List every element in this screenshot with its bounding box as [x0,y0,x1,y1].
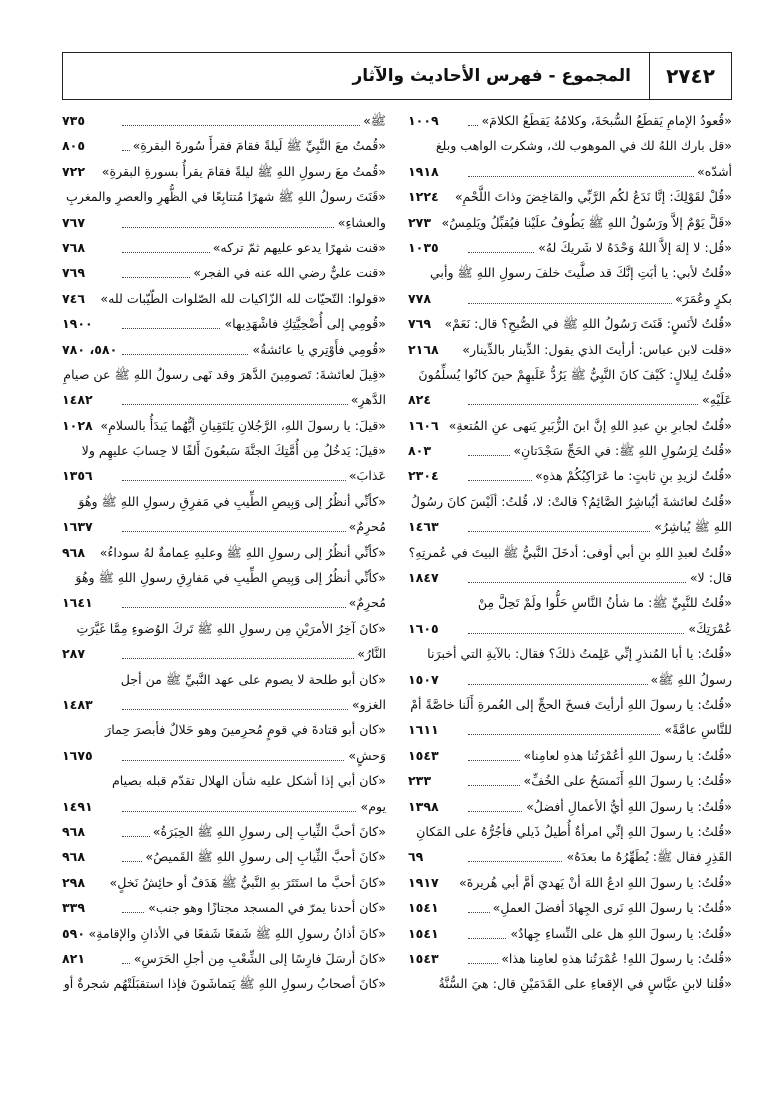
index-entry [62,489,386,514]
entry-text: بكرٍ وعُمَرَ» [672,291,732,306]
entry-page-number: ٨٢١ [62,950,86,966]
index-entry [62,717,386,742]
entry-page-number: ٩٦٨ [62,849,86,865]
entry-text: «قُلْ لقَوْلِكَ: إنَّا نَدَعُ لكُم الرَّبِّي والمَاخِضَ وذاتَ اللَّحْمِ» [452,189,732,204]
index-entry [62,590,386,615]
entry-text: والعشاءِ» [335,215,386,230]
entry-text: عُمْرَتِكَ» [685,621,732,636]
entry-page-number: ١٥٤٣ [408,747,439,763]
entry-text: «قُلتُ لزيدِ بنِ ثابتٍ: ما عَرَاكِبُكُمْ هذهِ» [532,468,732,483]
entry-text: «قُلتُ لِرَسُولِ اللهِ ﷺ: في الحَجِّ سَجْدَتانِ» [510,443,732,458]
index-entry [408,819,732,844]
entry-page-number: ٧٤٦ [62,290,86,306]
entry-page-number: ١٠٠٩ [408,113,439,128]
entry-page-number: ٢٣٣ [408,773,432,789]
index-entry [408,362,732,387]
entry-text: «قُلتُ لعائشةَ أيُباشِرُ الصَّائِمُ؟ قالتْ: لا، قُلتُ: ألَيْسَ كانَ رسُولُ [408,494,732,509]
entry-text: «كأنِّي أنظُرُ إلى وَبِيصِ الطِّيبِ في مَفارِقِ رسولِ اللهِ ﷺ وهُوَ [72,570,386,585]
index-entry [408,870,732,895]
entry-text: «كانَ أصحابُ رسولِ اللهِ ﷺ يَتماشَونَ فإذا استقبَلَتْهُم شجرةٌ أو [62,976,386,991]
index-entry [408,210,732,235]
index-entry [62,667,386,692]
index-entry [62,311,386,336]
entry-text: اللهِ ﷺ يُباشِرُ» [651,519,732,534]
entry-page-number: ١٤٩١ [62,798,93,814]
entry-text: «قُلتُ للنَّبِيِّ ﷺ: ما شأنُ النَّاسِ حَلُّوا ولَمْ تَحِلَّ مِنْ [475,595,732,610]
entry-text: «قَنَتَ رسولُ اللهِ ﷺ شهرًا مُتتابِعًا في الظُّهرِ والعصرِ والمغربِ [63,189,386,204]
entry-page-number: ١٥٤٣ [408,950,439,966]
entry-page-number: ٩٦٨ [62,823,86,839]
entry-text: رسولُ اللهِ ﷺ» [648,672,732,687]
entry-page-number: ١٦١١ [408,722,439,738]
index-entry [408,235,732,260]
entry-text: «قُمتُ معَ رسولِ اللهِ ﷺ ليلةً فقامَ يقرأُ بسورةِ البقرةِ» [99,164,386,179]
index-entry [408,921,732,946]
dot-leader [122,794,386,812]
entry-text: «قُعودُ الإمامِ يَقطَعُ السُّبحَةَ، وكلامُهُ يَقطَعُ الكلامَ» [478,113,732,128]
entry-text: «قُل: لا إلهَ إلاَّ اللهُ وَحْدَهُ لا شَريكَ لهُ» [535,240,732,255]
index-entry [408,463,732,488]
right-column [408,108,732,1088]
index-entry [62,616,386,641]
entry-page-number: ٧٦٩ [408,316,432,332]
entry-page-number: ٨٠٣ [408,443,432,459]
entry-text: «قُلتُ لأبي: يا أبَتِ إنَّكَ قد صلَّيتَ خلفَ رسولِ اللهِ ﷺ وأبي [427,265,732,280]
index-entry [62,235,386,260]
index-entry [408,438,732,463]
index-entry [62,819,386,844]
entry-page-number: ١٢٢٤ [408,189,439,205]
entry-page-number: ٧٦٨ [62,239,86,255]
entry-page-number: ٨٢٤ [408,392,432,408]
left-column [62,108,386,1088]
entry-text: «قلت لابن عباس: أرأيتَ الذي يقول: الدِّينار بالدِّينار» [459,342,732,357]
entry-text: مُحرِمٌ» [346,519,386,534]
index-entry [408,844,732,869]
entry-text: «قُلتُ: يا أبا المُنذرِ إنِّي عَلِمتُ ذلكَ؟ فقال: بالآيةِ التي أخبرَنا [424,646,732,661]
index-entry [408,260,732,285]
index-entry [62,540,386,565]
entry-text: «قُلتُ لجابرِ بنِ عبدِ اللهِ إنَّ ابنَ الزُّبَيرِ يَنهى عنِ المُتعةِ» [446,418,732,433]
entry-text: النَّارُ» [354,646,386,661]
page-number: ٢٧٤٢ [649,53,731,99]
entry-text: «قُلتُ: يا رسولَ اللهِ ادعُ اللهَ أنْ يَهديَ أمَّ أبي هُريرةَ» [456,875,732,890]
entry-text: «قُلتُ: يا رسولَ اللهِ أعُمْرَتُنا هذهِ لعامِنا» [521,748,733,763]
entry-page-number: ١٣٥٦ [62,468,93,484]
entry-page-number: ١٣٩٨ [408,798,439,814]
entry-text: «قيلَ: يا رسولَ اللهِ، الرَّجُلانِ يَلتَقِيانِ أيُّهُما يَبدَأُ بالسلامِ» [97,418,386,433]
index-entry [408,514,732,539]
entry-page-number: ١٤٨٢ [62,392,93,408]
index-entry [408,667,732,692]
index-entry [62,362,386,387]
index-entry [62,794,386,819]
index-entry [408,413,732,438]
entry-text: «قُلتُ: يا رسولَ اللهِ أيُّ الأعمالِ أفضلُ» [523,799,732,814]
entry-text: «قَلَّ يَوْمٌ إلاَّ ورَسُولُ اللهِ ﷺ يَطُوفُ علَيْنا فيُقبِّلُ ويَلمِسُ» [439,215,732,230]
index-entry [408,895,732,920]
index-entry [408,337,732,362]
entry-page-number: ١٥٤١ [408,925,439,941]
entry-page-number: ١٤٦٣ [408,519,439,535]
entry-text: «كان أبو قتادةَ في قومٍ مُحرِمينَ وهو حَلالٌ فأبصرَ حِمارَ [102,722,386,737]
entry-text: عَذابَ» [346,468,386,483]
index-entry [62,337,386,362]
index-entry [62,641,386,666]
entry-page-number: ٢٩٨ [62,874,86,890]
index-entry [62,921,386,946]
entry-text: «كانَ أحبَّ ما استَتَرَ بهِ النَّبيُّ ﷺ هَدَفٌ أو حائِشُ نَخلٍ» [106,875,386,890]
index-entry [408,794,732,819]
entry-page-number: ١٦٤١ [62,595,93,611]
entry-text: «قُومِي فأَوْتِري يا عائشةُ» [249,342,386,357]
entry-text: «كأنِّي أنظُرُ إلى رسولِ اللهِ ﷺ وعليهِ عِمامةٌ لهُ سوداءُ» [97,545,386,560]
dot-leader [122,692,386,710]
index-entry [62,260,386,285]
index-entry [408,641,732,666]
index-entry [408,946,732,971]
entry-page-number: ١٩١٧ [408,874,439,890]
entry-text: القَذِرِ فقال ﷺ: يُطَهِّرُهُ ما بعدَهُ» [563,849,732,864]
index-entry [62,514,386,539]
entry-text: «قُلتُ لعبدِ اللهِ بنِ أبي أوفى: أدخَلَ النَّبيُّ ﷺ البيتَ في عُمرتِهِ؟ [408,545,732,560]
entry-page-number: ١٩٠٠ [62,316,93,332]
index-entry [408,286,732,311]
entry-text: الغزو» [349,697,386,712]
index-entry [62,844,386,869]
index-entry [408,565,732,590]
index-entry [62,210,386,235]
entry-page-number: ١٠٢٨ [62,417,93,433]
entry-text: «قُلتُ: يا رسولَ اللهِ إنِّي امرأةٌ أُطيلُ ذَيلي فأجُرُّهُ على المَكانِ [413,824,732,839]
entry-text: «قل بارك اللهُ لك في الموهوب لك، وشكرت الواهب وبلغ [433,138,732,153]
entry-text: «كان أحدنا يمرّ في المسجد مجتازًا وهو جنب» [145,900,386,915]
dot-leader [122,108,386,126]
index-entry [62,413,386,438]
entry-page-number: ١٦٠٦ [408,417,439,433]
entry-text: «كانَ آخِرُ الأمرَيْنِ مِن رسولِ اللهِ ﷺ تَركَ الوُضوءِ مِمَّا غَيَّرَتِ [74,621,386,636]
entry-text: «كانَ أذانُ رسولِ اللهِ ﷺ شَفعًا شَفعًا في الأذانِ والإقامةِ» [86,926,386,941]
entry-text: «قُمتُ معَ النَّبِيِّ ﷺ لَيلةً فقامَ فقرأَ سُورةَ البقرةِ» [130,138,386,153]
entry-text: «قُومِي إلى أُضْحِيَّتِكِ فاشْهَدِيها» [221,316,386,331]
index-entry [408,387,732,412]
entry-text: «كأنِّي أنظُرُ إلى وَبِيصِ الطِّيبِ في مَفرِقِ رسولِ اللهِ ﷺ وهُوَ [75,494,386,509]
index-entry [408,540,732,565]
dot-leader [122,641,386,659]
entry-text: «قُلنا لابنِ عبَّاسٍ في الإقعاءِ على القَدَمَيْنِ قال: هيَ السُّنَّةُ [435,976,732,991]
entry-text: «قنت شهرًا يدعو عليهم ثمّ تركه» [210,240,386,255]
entry-text: «قُلتُ: يا رسولَ اللهِ هل على النِّساءِ جِهادٌ» [507,926,732,941]
index-entry [408,489,732,514]
entry-page-number: ١٥٠٧ [408,671,439,687]
index-entry [62,108,386,133]
index-entry [62,870,386,895]
index-entry [408,768,732,793]
entry-page-number: ٧٢٢ [62,163,86,179]
entry-text: «كان أبو طلحة لا يصوم على عهد النَّبيِّ ﷺ من أجل [118,672,386,687]
index-entry [408,184,732,209]
dot-leader [122,387,386,405]
index-entry [62,159,386,184]
entry-page-number: ٥٩٠ [62,925,86,941]
entry-page-number: ٢٨٧ [62,646,86,662]
index-entry [408,971,732,996]
entry-text: «كانَ أحبَّ الثِّيابِ إلى رسولِ اللهِ ﷺ الحِبَرَةُ» [150,824,386,839]
entry-text: أشدّه» [694,164,732,179]
entry-page-number: ١٠٣٥ [408,239,439,255]
index-entry [408,108,732,133]
index-entry [408,133,732,158]
index-entry [62,184,386,209]
entry-text: عَلَيْهِ» [699,392,732,407]
page-title: المجموع - فهرس الأحاديث والآثار [352,66,631,86]
dot-leader [468,387,732,405]
index-entry [62,387,386,412]
entry-text: «كانَ أحبَّ الثِّيابِ إلى رسولِ اللهِ ﷺ القَميصُ» [142,849,386,864]
entry-page-number: ٧٦٧ [62,214,86,230]
index-entry [62,565,386,590]
index-entry [62,463,386,488]
entry-text: «قُلتُ: يا رسولَ اللهِ أرأيتَ فسخَ الحجِّ إلى العُمرةِ أَلَنا خاصَّةً أمْ [408,697,732,712]
entry-text: ﷺ» [360,113,386,128]
entry-page-number: ٦٩ [408,849,424,865]
entry-text: «كان أبي إذا أشكل عليه شأن الهلال تقدّم قبله بصيام [109,773,386,788]
entry-text: قال: لا» [687,570,732,585]
entry-text: «قنت عليٌّ رضي الله عنه في الفجر» [190,265,386,280]
entry-page-number: ١٩١٨ [408,163,439,179]
index-entry [408,743,732,768]
entry-text: «قِيلَ لعائشةَ: تَصومِينَ الدَّهرَ وقد نَهى رسولُ اللهِ ﷺ عن صيامِ [62,367,386,382]
index-entry [62,286,386,311]
index-entry [408,159,732,184]
page-header [62,52,732,100]
entry-text: الدَّهرِ» [348,392,386,407]
index-entry [62,971,386,996]
entry-page-number: ١٨٤٧ [408,570,439,586]
index-entry [408,616,732,641]
index-entry [62,133,386,158]
entry-text: «قُلتُ: يا رسولَ اللهِ أَنَمسَحُ على الخُفِّ» [521,773,732,788]
entry-text: «قُلتُ لأنَسٍ: قَنَتَ رَسُولُ اللهِ ﷺ في الصُّبحِ؟ قال: نَعَمْ» [441,316,732,331]
dot-leader [468,159,732,177]
entry-page-number: ١٤٨٣ [62,696,93,712]
index-entry [62,768,386,793]
entry-page-number: ٨٠٥ [62,138,86,154]
entry-page-number: ٥٨٠، ٧٨٠ [62,341,118,357]
entry-text: مُحرِمٌ» [346,595,386,610]
index-entry [408,717,732,742]
entry-text: «قُلتُ: يا رسولَ اللهِ نَرى الجِهادَ أفضلَ العملِ» [490,900,732,915]
index-entry [62,743,386,768]
entry-text: يوم» [357,799,386,814]
index-entry [408,692,732,717]
entry-text: «قولوا: التّحيّات لله الزّاكيات لله الصّلوات الطّيّبات لله» [97,291,386,306]
entry-page-number: ٩٦٨ [62,544,86,560]
entry-text: للنَّاسِ عامَّةً» [661,722,732,737]
entry-text: «قُلتُ لِبلالٍ: كَيْفَ كانَ النَّبِيُّ ﷺ يَرُدُّ عَلَيهِمْ حينَ كانُوا يُسلِّمُونَ [415,367,732,382]
entry-page-number: ١٦٠٥ [408,620,439,636]
index-body [62,108,732,1088]
entry-page-number: ٢٧٣ [408,214,432,230]
index-entry [62,692,386,717]
entry-page-number: ٧٦٩ [62,265,86,281]
entry-page-number: ٣٣٩ [62,900,86,916]
entry-page-number: ٢٣٠٤ [408,468,439,484]
entry-page-number: ٧٧٨ [408,290,432,306]
index-entry [62,895,386,920]
index-entry [62,946,386,971]
entry-text: «كانَ أرسَلَ فارِسًا إلى الشِّعْبِ مِن أجلِ الحَرَسِ» [131,951,386,966]
entry-text: «قُلتُ: يا رسولَ اللهِ! عُمْرَتُنا هذهِ لعامِنا هذا» [498,951,732,966]
entry-text: «قيلَ: يَدخُلُ مِن أُمَّتِكَ الجنَّةَ سَبعُونَ أَلفًا لا حِسابَ عليهِم ولا [79,443,386,458]
index-entry [408,311,732,336]
index-entry [62,438,386,463]
entry-page-number: ٧٣٥ [62,113,86,128]
entry-page-number: ١٦٧٥ [62,747,93,763]
entry-page-number: ٢١٦٨ [408,341,439,357]
index-entry [408,590,732,615]
entry-page-number: ١٦٣٧ [62,519,93,535]
entry-page-number: ١٥٤١ [408,900,439,916]
entry-text: وَحشٍ» [345,748,386,763]
